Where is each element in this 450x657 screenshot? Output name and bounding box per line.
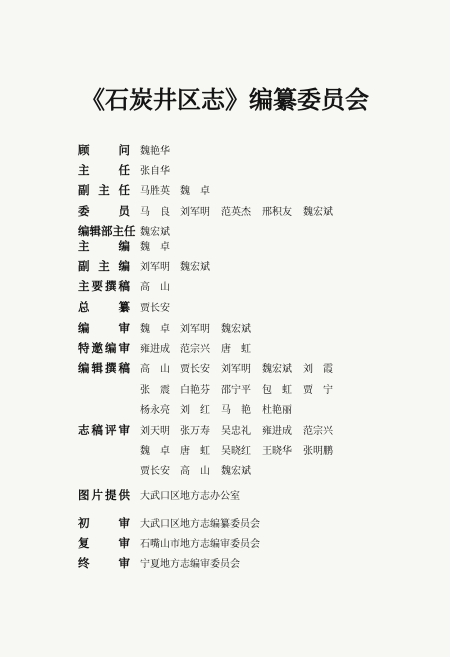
member-name: 魏宏斌 [221,324,251,335]
role-label: 副主任 [78,183,130,198]
member-name: 杜艳丽 [262,404,292,416]
member-name: 雍进成 [140,344,170,356]
member-name: 邢积友 [262,206,292,218]
member-name: 邵宁平 [221,384,251,396]
member-name: 魏卓 [140,446,180,458]
member-name: 张明鹏 [303,446,333,458]
role-label: 编辑部主任 [78,223,136,238]
member-name: 白艳芬 [180,384,210,396]
member-name: 刘军明 [221,364,251,376]
member-name: 范宗兴 [180,344,210,356]
member-name: 唐虹 [180,446,220,458]
committee-row [0,142,450,158]
member-name: 刘霞 [303,364,343,376]
committee-row [0,223,450,239]
role-label: 特邀编审 [78,341,130,356]
committee-row [0,258,450,274]
role-label: 编审 [78,321,130,335]
member-name: 刘军明 [180,324,210,335]
committee-row [0,515,450,531]
committee-row [0,535,450,551]
role-label: 主编 [78,239,130,253]
member-name: 刘红 [180,404,220,416]
committee-row [0,299,450,315]
role-label: 志稿评审 [78,423,130,437]
role-label: 总纂 [78,299,130,314]
committee-row [0,203,450,219]
member-name: 高山 [180,466,220,478]
member-name: 高山 [140,364,180,376]
page-title: 《石炭井区志》编纂委员会 [81,85,369,114]
member-name: 魏宏斌 [303,206,333,218]
member-name: 张自华 [140,166,170,178]
member-name: 大武口区地方志编纂委员会 [140,519,260,530]
member-name: 贾宁 [303,384,343,396]
member-name: 吴晓红 [221,446,251,458]
member-name: 刘军明 [140,262,170,274]
committee-row [0,340,450,356]
member-name: 唐虹 [221,344,261,356]
role-label: 编辑撰稿 [78,361,130,376]
committee-row [0,555,450,571]
role-label: 主任 [78,163,130,178]
member-name: 贾长安 [140,302,170,314]
member-name: 魏宏斌 [140,226,170,238]
role-label: 终审 [78,556,130,571]
member-name: 宁夏地方志编审委员会 [140,559,240,571]
role-label: 委员 [78,203,130,218]
committee-row [0,182,450,198]
committee-row [0,278,450,294]
role-label: 副主编 [78,259,130,274]
member-name: 刘军明 [180,206,210,218]
member-name: 刘天明 [140,426,170,437]
committee-row [0,381,450,397]
member-name: 魏卓 [140,242,180,253]
member-name: 魏卓 [140,324,180,335]
member-name: 包虹 [262,384,302,396]
member-name: 马艳 [221,404,261,416]
member-name: 魏艳华 [140,146,170,157]
member-name: 范英杰 [221,206,251,218]
member-name: 张震 [140,384,180,396]
member-name: 贾长安 [140,466,170,478]
committee-row [0,442,450,458]
role-label: 复审 [78,536,130,551]
member-name: 张万寿 [180,426,210,437]
member-name: 大武口区地方志办公室 [140,491,240,502]
member-name: 马良 [140,206,180,218]
committee-row [0,487,450,503]
role-label: 主要撰稿 [78,279,130,294]
committee-row [0,238,450,254]
member-name: 魏宏斌 [221,466,251,478]
committee-row [0,422,450,438]
member-name: 王晓华 [262,446,292,458]
role-label: 初审 [78,516,130,530]
member-name: 范宗兴 [303,426,333,437]
member-name: 石嘴山市地方志编审委员会 [140,539,260,551]
member-name: 雍进成 [262,426,292,437]
member-name: 马胜英 [140,186,170,198]
committee-row [0,401,450,417]
committee-row [0,462,450,478]
role-label: 顾问 [78,143,130,157]
member-name: 贾长安 [180,364,210,376]
committee-row [0,320,450,336]
member-name: 吴忠礼 [221,426,251,437]
member-name: 杨永亮 [140,404,170,416]
committee-row [0,162,450,178]
member-name: 魏宏斌 [180,262,210,274]
member-name: 魏宏斌 [262,364,292,376]
member-name: 高山 [140,282,180,294]
role-label: 图片提供 [78,488,130,502]
member-name: 魏卓 [180,186,220,198]
committee-row [0,360,450,376]
